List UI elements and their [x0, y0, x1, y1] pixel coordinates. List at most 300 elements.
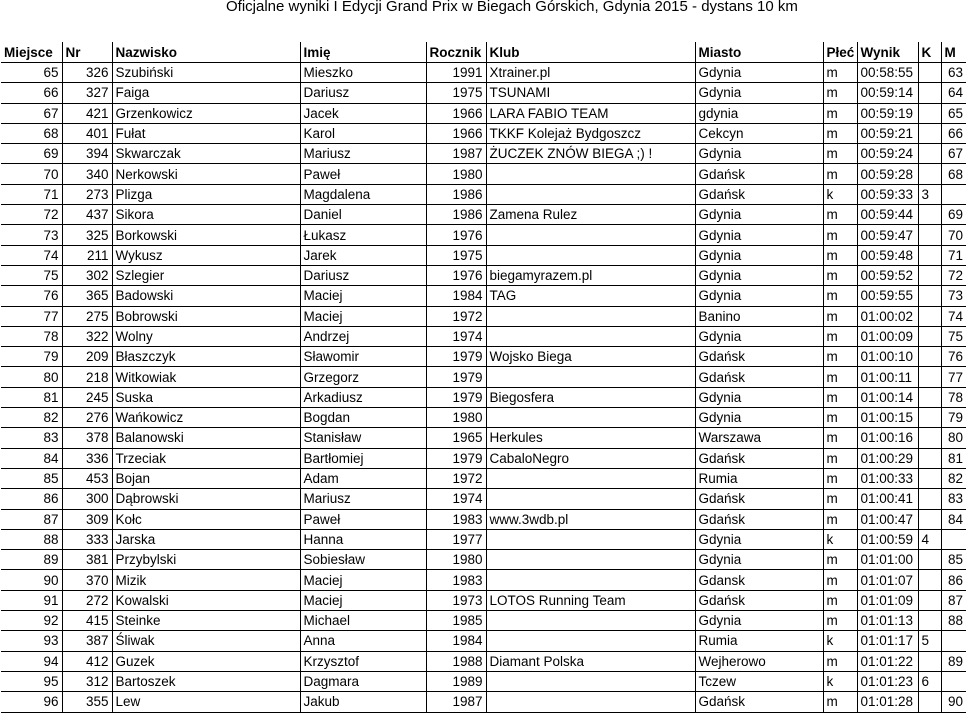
- cell-miasto: Cekcyn: [695, 123, 823, 143]
- cell-m: 90: [941, 692, 966, 712]
- cell-m: 67: [941, 144, 966, 164]
- cell-m: 75: [941, 326, 966, 346]
- table-header-row: [1, 42, 966, 63]
- cell-m: 69: [941, 205, 966, 225]
- cell-plec: k: [823, 631, 857, 651]
- col-header-klub: Klub: [486, 42, 695, 63]
- cell-plec: m: [823, 408, 857, 428]
- table-row: [1, 144, 966, 164]
- cell-miejsce: 70: [1, 164, 62, 184]
- cell-k: [918, 123, 941, 143]
- cell-plec: m: [823, 692, 857, 712]
- cell-rocznik: 1979: [426, 387, 486, 407]
- cell-plec: m: [823, 225, 857, 245]
- cell-klub: Zamena Rulez: [486, 205, 695, 225]
- cell-imie: Bogdan: [300, 408, 426, 428]
- cell-nr: 312: [62, 671, 112, 691]
- cell-nazwisko: Szlegier: [112, 265, 300, 285]
- cell-k: 6: [918, 671, 941, 691]
- cell-miejsce: 88: [1, 529, 62, 549]
- col-header-k: K: [918, 42, 941, 63]
- table-row: [1, 428, 966, 448]
- cell-plec: k: [823, 184, 857, 204]
- cell-k: 3: [918, 184, 941, 204]
- col-header-rocznik: Rocznik: [426, 42, 486, 63]
- cell-k: [918, 245, 941, 265]
- cell-imie: Paweł: [300, 164, 426, 184]
- cell-m: [941, 631, 966, 651]
- cell-plec: m: [823, 651, 857, 671]
- cell-m: 63: [941, 63, 966, 83]
- cell-imie: Sobiesław: [300, 550, 426, 570]
- cell-m: 86: [941, 570, 966, 590]
- cell-plec: m: [823, 205, 857, 225]
- cell-wynik: 00:58:55: [857, 63, 918, 83]
- cell-miasto: Gdynia: [695, 83, 823, 103]
- cell-miasto: Warszawa: [695, 428, 823, 448]
- cell-imie: Mieszko: [300, 63, 426, 83]
- cell-wynik: 01:00:15: [857, 408, 918, 428]
- cell-miejsce: 92: [1, 611, 62, 631]
- cell-rocznik: 1975: [426, 83, 486, 103]
- cell-wynik: 01:00:11: [857, 367, 918, 387]
- results-table: [1, 42, 966, 713]
- cell-miasto: Gdańsk: [695, 489, 823, 509]
- cell-miejsce: 96: [1, 692, 62, 712]
- cell-nazwisko: Mizik: [112, 570, 300, 590]
- cell-miejsce: 93: [1, 631, 62, 651]
- cell-imie: Adam: [300, 468, 426, 488]
- cell-m: 66: [941, 123, 966, 143]
- cell-k: [918, 468, 941, 488]
- table-row: [1, 286, 966, 306]
- cell-miasto: Tczew: [695, 671, 823, 691]
- cell-wynik: 00:59:14: [857, 83, 918, 103]
- cell-m: [941, 529, 966, 549]
- cell-k: [918, 164, 941, 184]
- cell-miejsce: 71: [1, 184, 62, 204]
- cell-klub: ŻUCZEK ZNÓW BIEGA ;) !: [486, 144, 695, 164]
- cell-plec: m: [823, 347, 857, 367]
- cell-klub: [486, 468, 695, 488]
- cell-wynik: 01:00:09: [857, 326, 918, 346]
- cell-miasto: gdynia: [695, 103, 823, 123]
- cell-plec: m: [823, 550, 857, 570]
- table-row: [1, 611, 966, 631]
- cell-klub: CabaloNegro: [486, 448, 695, 468]
- cell-nr: 245: [62, 387, 112, 407]
- cell-klub: [486, 611, 695, 631]
- cell-miejsce: 76: [1, 286, 62, 306]
- cell-rocznik: 1965: [426, 428, 486, 448]
- cell-m: 76: [941, 347, 966, 367]
- cell-rocznik: 1980: [426, 408, 486, 428]
- cell-miejsce: 68: [1, 123, 62, 143]
- table-row: [1, 550, 966, 570]
- cell-nr: 340: [62, 164, 112, 184]
- cell-klub: [486, 326, 695, 346]
- cell-nazwisko: Jarska: [112, 529, 300, 549]
- cell-plec: m: [823, 63, 857, 83]
- cell-wynik: 01:01:07: [857, 570, 918, 590]
- cell-klub: Wojsko Biega: [486, 347, 695, 367]
- cell-miasto: Gdynia: [695, 550, 823, 570]
- cell-plec: m: [823, 265, 857, 285]
- cell-wynik: 00:59:24: [857, 144, 918, 164]
- cell-wynik: 00:59:19: [857, 103, 918, 123]
- cell-nr: 309: [62, 509, 112, 529]
- cell-imie: Jarek: [300, 245, 426, 265]
- cell-rocznik: 1973: [426, 590, 486, 610]
- cell-imie: Karol: [300, 123, 426, 143]
- cell-nazwisko: Szubiński: [112, 63, 300, 83]
- table-row: [1, 509, 966, 529]
- cell-imie: Jacek: [300, 103, 426, 123]
- cell-miejsce: 85: [1, 468, 62, 488]
- cell-imie: Mariusz: [300, 489, 426, 509]
- cell-k: 4: [918, 529, 941, 549]
- cell-wynik: 01:00:59: [857, 529, 918, 549]
- cell-klub: [486, 692, 695, 712]
- cell-nr: 378: [62, 428, 112, 448]
- cell-rocznik: 1979: [426, 347, 486, 367]
- cell-nr: 415: [62, 611, 112, 631]
- cell-plec: m: [823, 306, 857, 326]
- cell-nazwisko: Kowalski: [112, 590, 300, 610]
- cell-nazwisko: Kołc: [112, 509, 300, 529]
- cell-miasto: Gdańsk: [695, 448, 823, 468]
- cell-rocznik: 1984: [426, 631, 486, 651]
- cell-klub: [486, 631, 695, 651]
- cell-klub: LOTOS Running Team: [486, 590, 695, 610]
- cell-imie: Daniel: [300, 205, 426, 225]
- cell-imie: Maciej: [300, 306, 426, 326]
- table-row: [1, 265, 966, 285]
- cell-nazwisko: Wańkowicz: [112, 408, 300, 428]
- cell-rocznik: 1988: [426, 651, 486, 671]
- cell-plec: m: [823, 144, 857, 164]
- cell-k: [918, 692, 941, 712]
- cell-miasto: Gdańsk: [695, 367, 823, 387]
- cell-klub: Xtrainer.pl: [486, 63, 695, 83]
- cell-wynik: 01:00:47: [857, 509, 918, 529]
- cell-miasto: Gdańsk: [695, 164, 823, 184]
- cell-nazwisko: Śliwak: [112, 631, 300, 651]
- col-header-plec: Płeć: [823, 42, 857, 63]
- cell-rocznik: 1987: [426, 692, 486, 712]
- cell-miejsce: 81: [1, 387, 62, 407]
- cell-wynik: 01:00:41: [857, 489, 918, 509]
- table-row: [1, 205, 966, 225]
- cell-m: 74: [941, 306, 966, 326]
- cell-m: 87: [941, 590, 966, 610]
- cell-miejsce: 65: [1, 63, 62, 83]
- cell-nazwisko: Bobrowski: [112, 306, 300, 326]
- cell-miejsce: 80: [1, 367, 62, 387]
- cell-miejsce: 90: [1, 570, 62, 590]
- cell-miejsce: 69: [1, 144, 62, 164]
- cell-imie: Maciej: [300, 286, 426, 306]
- cell-imie: Stanisław: [300, 428, 426, 448]
- cell-nazwisko: Borkowski: [112, 225, 300, 245]
- cell-miasto: Rumia: [695, 631, 823, 651]
- cell-nr: 453: [62, 468, 112, 488]
- cell-miasto: Wejherowo: [695, 651, 823, 671]
- cell-m: 73: [941, 286, 966, 306]
- table-row: [1, 631, 966, 651]
- cell-miejsce: 78: [1, 326, 62, 346]
- table-row: [1, 245, 966, 265]
- cell-miejsce: 83: [1, 428, 62, 448]
- col-header-nr: Nr: [62, 42, 112, 63]
- cell-klub: Biegosfera: [486, 387, 695, 407]
- cell-plec: m: [823, 489, 857, 509]
- cell-rocznik: 1979: [426, 448, 486, 468]
- cell-plec: m: [823, 164, 857, 184]
- cell-k: [918, 286, 941, 306]
- table-row: [1, 103, 966, 123]
- cell-k: [918, 306, 941, 326]
- cell-nr: 355: [62, 692, 112, 712]
- cell-wynik: 00:59:44: [857, 205, 918, 225]
- cell-klub: [486, 306, 695, 326]
- cell-nr: 325: [62, 225, 112, 245]
- table-row: [1, 225, 966, 245]
- cell-klub: [486, 489, 695, 509]
- cell-imie: Krzysztof: [300, 651, 426, 671]
- cell-miejsce: 82: [1, 408, 62, 428]
- cell-miasto: Gdynia: [695, 63, 823, 83]
- cell-plec: m: [823, 468, 857, 488]
- cell-nazwisko: Balanowski: [112, 428, 300, 448]
- cell-plec: k: [823, 529, 857, 549]
- cell-miasto: Gdynia: [695, 387, 823, 407]
- cell-nr: 421: [62, 103, 112, 123]
- table-row: [1, 367, 966, 387]
- cell-rocznik: 1980: [426, 164, 486, 184]
- table-row: [1, 408, 966, 428]
- cell-k: [918, 489, 941, 509]
- cell-rocznik: 1985: [426, 611, 486, 631]
- cell-nr: 209: [62, 347, 112, 367]
- cell-k: [918, 103, 941, 123]
- cell-klub: [486, 225, 695, 245]
- cell-miejsce: 67: [1, 103, 62, 123]
- cell-wynik: 01:01:23: [857, 671, 918, 691]
- col-header-imie: Imię: [300, 42, 426, 63]
- cell-miejsce: 77: [1, 306, 62, 326]
- cell-nr: 394: [62, 144, 112, 164]
- cell-nazwisko: Trzeciak: [112, 448, 300, 468]
- cell-plec: m: [823, 123, 857, 143]
- table-row: [1, 671, 966, 691]
- cell-klub: LARA FABIO TEAM: [486, 103, 695, 123]
- cell-m: 89: [941, 651, 966, 671]
- cell-imie: Andrzej: [300, 326, 426, 346]
- cell-plec: m: [823, 326, 857, 346]
- cell-imie: Łukasz: [300, 225, 426, 245]
- cell-miejsce: 72: [1, 205, 62, 225]
- cell-miejsce: 66: [1, 83, 62, 103]
- cell-miejsce: 86: [1, 489, 62, 509]
- cell-k: [918, 651, 941, 671]
- cell-nr: 412: [62, 651, 112, 671]
- col-header-miejsce: Miejsce: [1, 42, 62, 63]
- cell-klub: [486, 164, 695, 184]
- cell-plec: m: [823, 448, 857, 468]
- cell-k: [918, 83, 941, 103]
- cell-klub: TKKF Kolejaż Bydgoszcz: [486, 123, 695, 143]
- table-row: [1, 468, 966, 488]
- cell-nazwisko: Nerkowski: [112, 164, 300, 184]
- cell-wynik: 01:00:02: [857, 306, 918, 326]
- cell-rocznik: 1983: [426, 570, 486, 590]
- cell-nr: 300: [62, 489, 112, 509]
- cell-nazwisko: Błaszczyk: [112, 347, 300, 367]
- cell-nr: 370: [62, 570, 112, 590]
- cell-nr: 273: [62, 184, 112, 204]
- cell-rocznik: 1966: [426, 103, 486, 123]
- table-row: [1, 184, 966, 204]
- col-header-m: M: [941, 42, 966, 63]
- cell-nr: 336: [62, 448, 112, 468]
- cell-klub: Herkules: [486, 428, 695, 448]
- cell-imie: Paweł: [300, 509, 426, 529]
- cell-imie: Michael: [300, 611, 426, 631]
- cell-nr: 211: [62, 245, 112, 265]
- cell-plec: m: [823, 103, 857, 123]
- table-row: [1, 326, 966, 346]
- cell-k: [918, 611, 941, 631]
- col-header-nazwisko: Nazwisko: [112, 42, 300, 63]
- cell-nazwisko: Suska: [112, 387, 300, 407]
- cell-imie: Bartłomiej: [300, 448, 426, 468]
- cell-rocznik: 1989: [426, 671, 486, 691]
- cell-miasto: Banino: [695, 306, 823, 326]
- cell-nr: 333: [62, 529, 112, 549]
- cell-k: [918, 428, 941, 448]
- cell-klub: biegamyrazem.pl: [486, 265, 695, 285]
- cell-m: 71: [941, 245, 966, 265]
- cell-plec: m: [823, 367, 857, 387]
- table-row: [1, 387, 966, 407]
- cell-miasto: Rumia: [695, 468, 823, 488]
- cell-rocznik: 1976: [426, 265, 486, 285]
- cell-nr: 276: [62, 408, 112, 428]
- cell-nazwisko: Grzenkowicz: [112, 103, 300, 123]
- col-header-miasto: Miasto: [695, 42, 823, 63]
- cell-rocznik: 1966: [426, 123, 486, 143]
- cell-miejsce: 95: [1, 671, 62, 691]
- cell-wynik: 01:01:22: [857, 651, 918, 671]
- cell-nr: 327: [62, 83, 112, 103]
- cell-rocznik: 1987: [426, 144, 486, 164]
- cell-nr: 218: [62, 367, 112, 387]
- cell-plec: m: [823, 428, 857, 448]
- cell-miasto: Gdynia: [695, 144, 823, 164]
- cell-klub: TSUNAMI: [486, 83, 695, 103]
- table-row: [1, 63, 966, 83]
- cell-nr: 387: [62, 631, 112, 651]
- page-title: [0, 0, 959, 22]
- cell-m: 79: [941, 408, 966, 428]
- table-row: [1, 529, 966, 549]
- cell-nazwisko: Bartoszek: [112, 671, 300, 691]
- cell-miejsce: 91: [1, 590, 62, 610]
- cell-miejsce: 94: [1, 651, 62, 671]
- cell-nr: 401: [62, 123, 112, 143]
- cell-m: 64: [941, 83, 966, 103]
- cell-imie: Grzegorz: [300, 367, 426, 387]
- cell-plec: m: [823, 509, 857, 529]
- cell-rocznik: 1972: [426, 306, 486, 326]
- cell-wynik: 01:00:29: [857, 448, 918, 468]
- cell-wynik: 00:59:33: [857, 184, 918, 204]
- cell-m: 72: [941, 265, 966, 285]
- table-row: [1, 651, 966, 671]
- cell-nazwisko: Steinke: [112, 611, 300, 631]
- results-body: [1, 63, 966, 713]
- cell-plec: m: [823, 83, 857, 103]
- cell-k: [918, 225, 941, 245]
- col-header-wynik: Wynik: [857, 42, 918, 63]
- cell-wynik: 01:01:09: [857, 590, 918, 610]
- table-row: [1, 489, 966, 509]
- cell-rocznik: 1983: [426, 509, 486, 529]
- cell-m: 77: [941, 367, 966, 387]
- cell-wynik: 00:59:47: [857, 225, 918, 245]
- cell-nazwisko: Wykusz: [112, 245, 300, 265]
- table-row: [1, 347, 966, 367]
- cell-klub: [486, 367, 695, 387]
- cell-wynik: 01:00:10: [857, 347, 918, 367]
- table-row: [1, 692, 966, 712]
- cell-wynik: 00:59:48: [857, 245, 918, 265]
- cell-plec: m: [823, 570, 857, 590]
- cell-k: [918, 144, 941, 164]
- cell-m: 83: [941, 489, 966, 509]
- cell-miasto: Gdańsk: [695, 347, 823, 367]
- cell-imie: Mariusz: [300, 144, 426, 164]
- cell-wynik: 01:00:14: [857, 387, 918, 407]
- cell-nazwisko: Fułat: [112, 123, 300, 143]
- table-row: [1, 448, 966, 468]
- table-row: [1, 83, 966, 103]
- cell-nr: 381: [62, 550, 112, 570]
- cell-k: [918, 387, 941, 407]
- cell-k: [918, 550, 941, 570]
- cell-imie: Anna: [300, 631, 426, 651]
- table-row: [1, 590, 966, 610]
- cell-m: 88: [941, 611, 966, 631]
- cell-miejsce: 73: [1, 225, 62, 245]
- cell-nazwisko: Guzek: [112, 651, 300, 671]
- cell-nr: 272: [62, 590, 112, 610]
- cell-wynik: 01:00:33: [857, 468, 918, 488]
- cell-imie: Dariusz: [300, 83, 426, 103]
- cell-nazwisko: Skwarczak: [112, 144, 300, 164]
- cell-k: [918, 265, 941, 285]
- cell-klub: [486, 671, 695, 691]
- cell-plec: m: [823, 590, 857, 610]
- cell-wynik: 00:59:52: [857, 265, 918, 285]
- table-row: [1, 123, 966, 143]
- cell-klub: [486, 570, 695, 590]
- cell-nr: 326: [62, 63, 112, 83]
- cell-imie: Dagmara: [300, 671, 426, 691]
- cell-klub: [486, 184, 695, 204]
- cell-m: 70: [941, 225, 966, 245]
